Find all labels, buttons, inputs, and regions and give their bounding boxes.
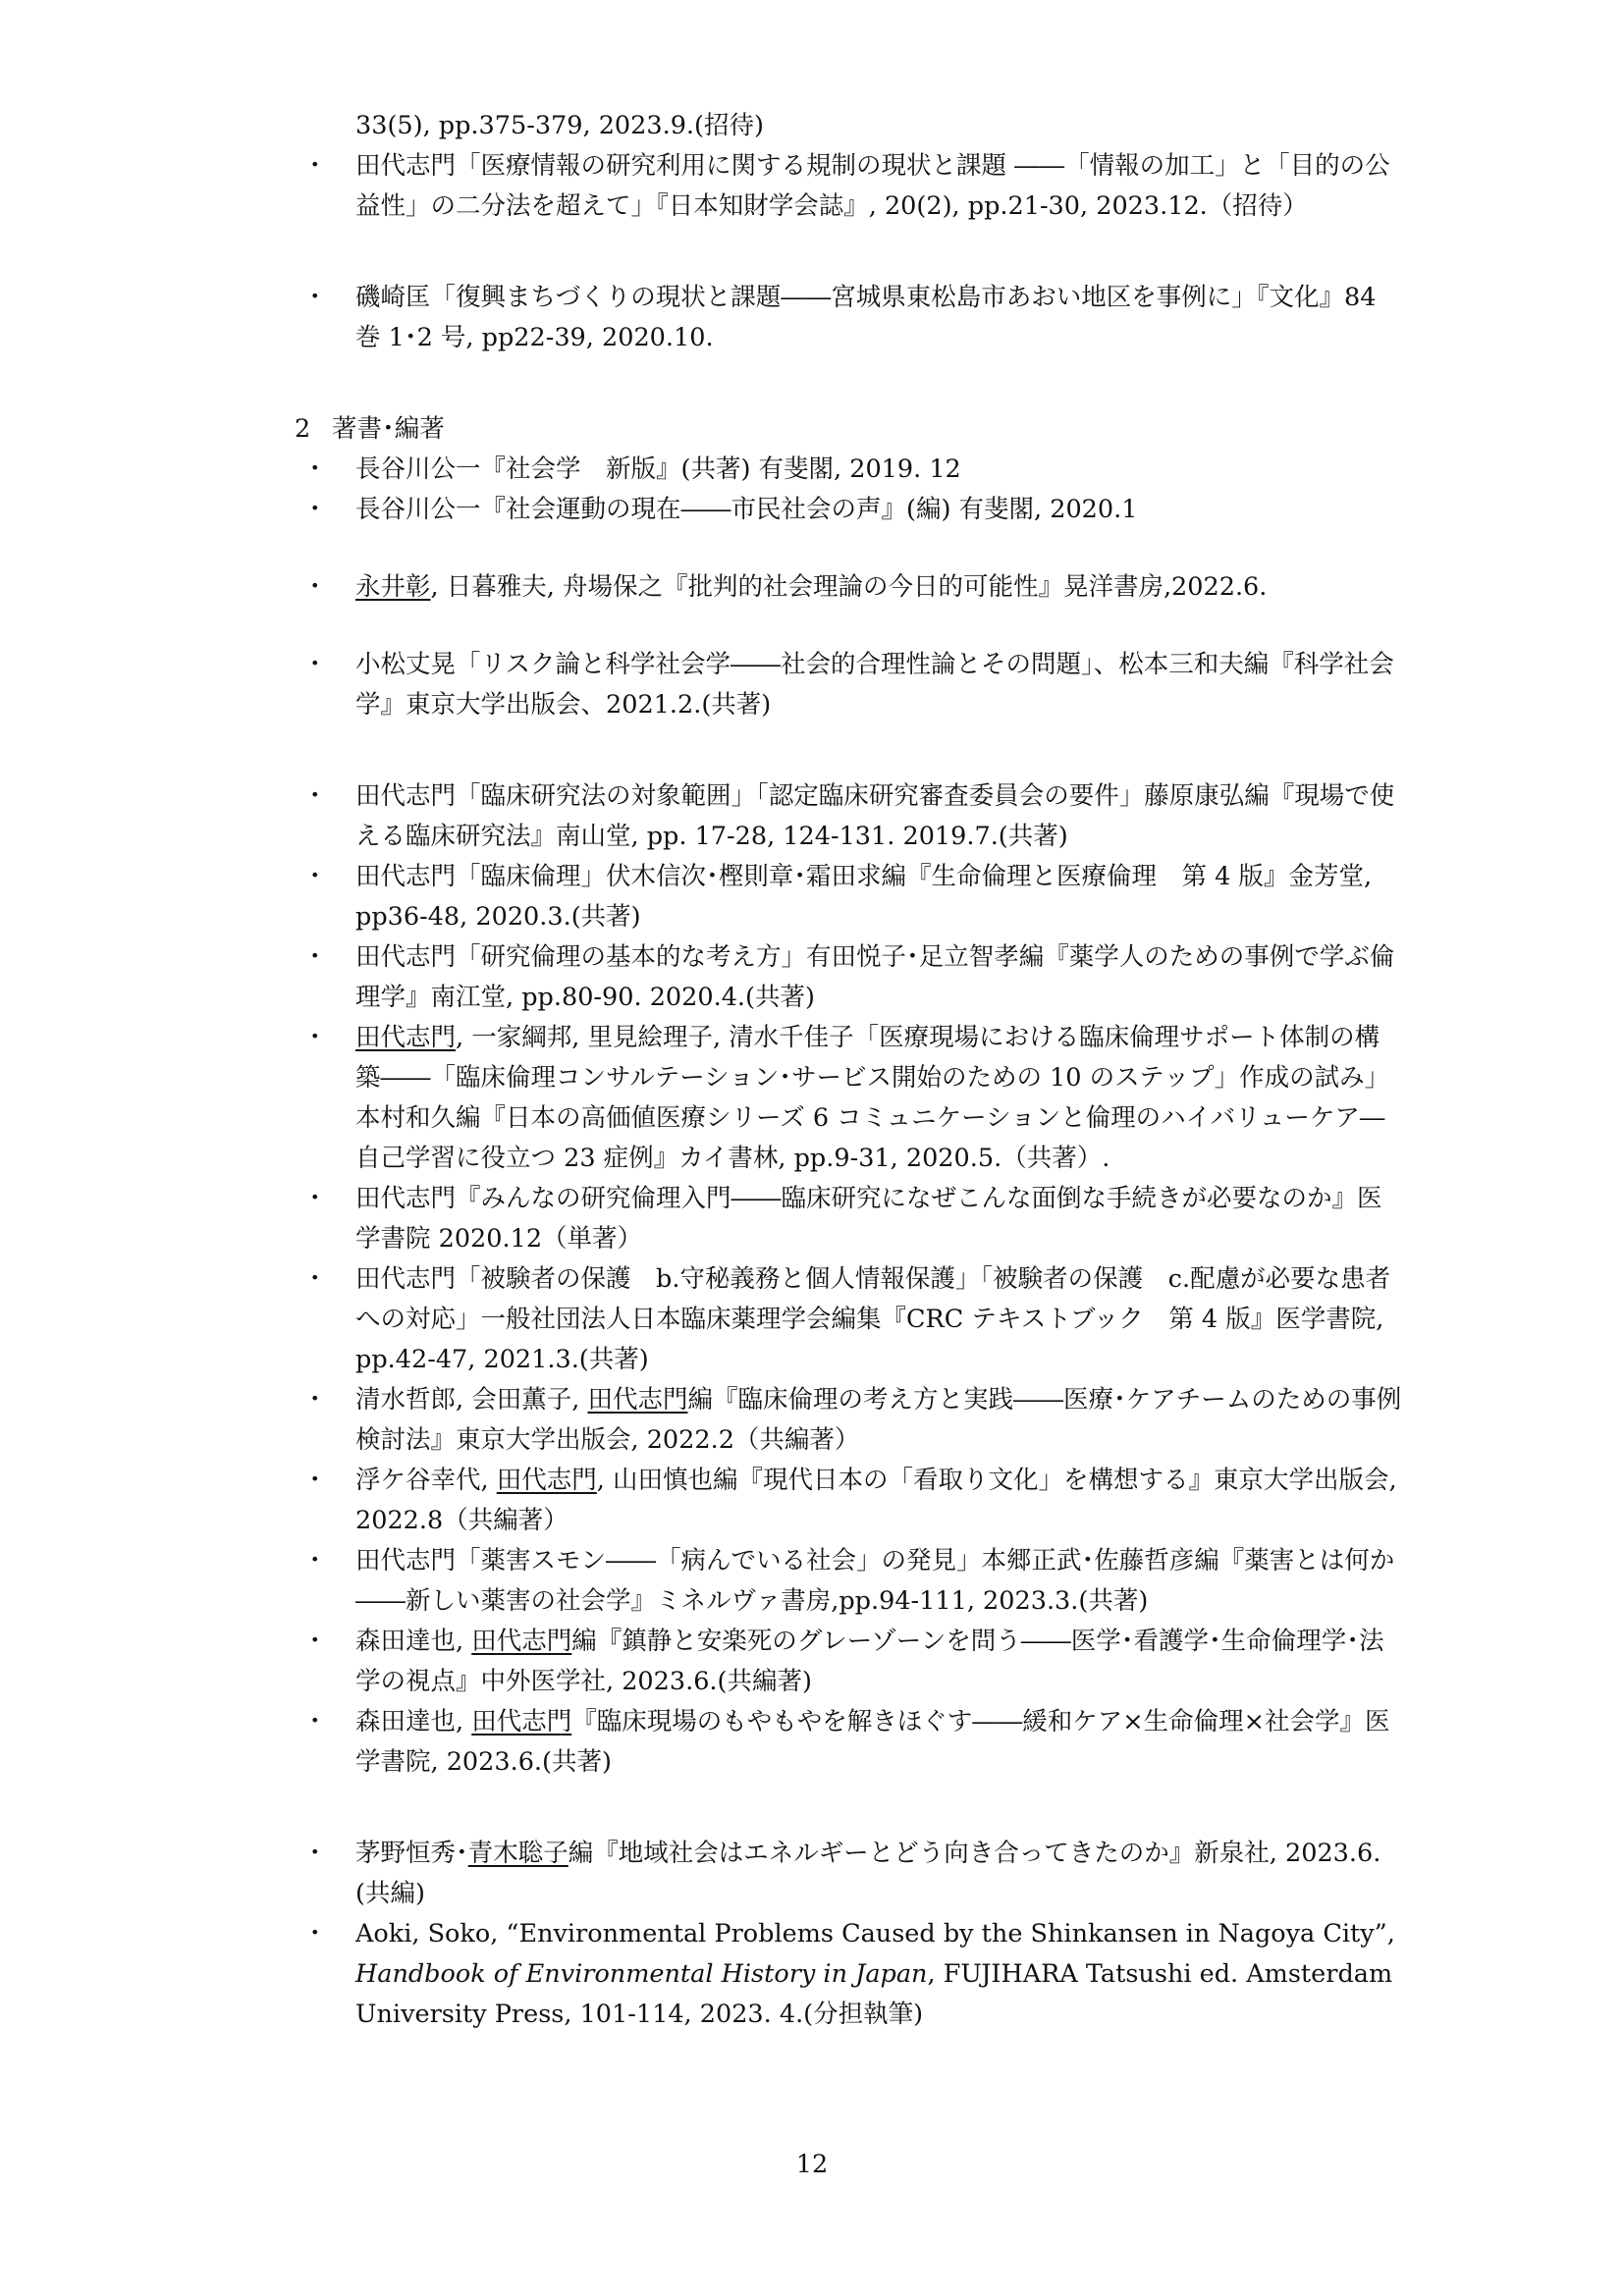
citation-text: 磯崎匡「復興まちづくりの現状と課題――宮城県東松島市あおい地区を事例に」『文化』84 巻 1･2 号, pp22-39, 2020.10.: [355, 283, 1377, 352]
bullet: ・: [302, 1466, 328, 1495]
citation-text: , 一家綱邦, 里見絵理子, 清水千佳子「医療現場における臨床倫理サポート体制の構築――「臨床倫理コンサルテーション･サービス開始のための 10 のステップ」作成の試み」本村和久編『日本の高価値医療シリーズ 6 コミュニケーションと倫理のハイバリューケア―自己学習に役立つ 23 症例』カイ書林, pp.9-31, 2020.5.（共著）.: [355, 1023, 1390, 1173]
citation-text: 田代志門「研究倫理の基本的な考え方」有田悦子･足立智孝編『薬学人のための事例で学ぶ倫理学』南江堂, pp.80-90. 2020.4.(共著): [355, 942, 1395, 1012]
list-item: [295, 776, 1404, 857]
list-item: [295, 1702, 1404, 1783]
list-item: [295, 146, 1404, 227]
section-heading: [295, 409, 1404, 450]
underlined-author: 田代志門: [471, 1627, 572, 1656]
section-title: 著書･編著: [332, 414, 445, 444]
underlined-author: 田代志門: [496, 1466, 597, 1495]
list-item: [295, 1259, 1404, 1380]
citation-text: 田代志門「臨床研究法の対象範囲」「認定臨床研究審査委員会の要件」藤原康弘編『現場で使える臨床研究法』南山堂, pp. 17-28, 124-131. 2019.7.(共著): [355, 781, 1395, 851]
bullet: ・: [302, 1264, 328, 1294]
list-item: [295, 1834, 1404, 1914]
section-number: 2: [295, 414, 311, 444]
bullet: ・: [302, 942, 328, 972]
underlined-author: 田代志門: [355, 1023, 457, 1052]
citation-text: 清水哲郎, 会田薫子,: [355, 1385, 588, 1415]
citation-text: Aoki, Soko, “Environmental Problems Caused by the Shinkansen in Nagoya City”,: [355, 1919, 1395, 1949]
bullet: ・: [302, 454, 328, 484]
page-content: [295, 106, 1404, 2035]
bullet: ・: [302, 1919, 328, 1949]
list-item: [295, 1018, 1404, 1179]
underlined-author: 青木聡子: [467, 1839, 568, 1868]
citation-text: 田代志門「医療情報の研究利用に関する規制の現状と課題 ――「情報の加工」と「目的の公益性」の二分法を超えて」『日本知財学会誌』, 20(2), pp.21-30, 2023.12.（招待）: [355, 151, 1390, 221]
citation-text: 『臨床現場のもやもやを解きほぐす――緩和ケア×生命倫理×社会学』医学書院, 2023.6.(共著): [355, 1707, 1390, 1777]
citation-text: 茅野恒秀･: [355, 1839, 468, 1868]
bullet: ・: [302, 572, 328, 602]
list-item: [295, 1914, 1404, 2035]
citation-text: , 日暮雅夫, 舟場保之『批判的社会理論の今日的可能性』晃洋書房,2022.6.: [430, 572, 1268, 602]
bullet: ・: [302, 1707, 328, 1736]
list-item: [295, 937, 1404, 1018]
list-item: [295, 1461, 1404, 1541]
citation-text: 田代志門『みんなの研究倫理入門――臨床研究になぜこんな面倒な手続きが必要なのか』医学書院 2020.12（単著）: [355, 1184, 1382, 1254]
bullet: ・: [302, 1546, 328, 1575]
underlined-author: 田代志門: [587, 1385, 688, 1415]
citation-text: 小松丈晃「リスク論と科学社会学――社会的合理性論とその問題」、松本三和夫編『科学社会学』東京大学出版会、2021.2.(共著): [355, 650, 1394, 720]
list-item: [295, 857, 1404, 937]
citation-text-end: , FUJIHARA Tatsushi ed. Amsterdam University Press, 101-114, 2023. 4.(分担執筆): [355, 1959, 1393, 2029]
list-item: [295, 1541, 1404, 1622]
citation-text: 編『臨床倫理の考え方と実践――医療･ケアチームのための事例検討法』東京大学出版会, 2022.2（共編著）: [355, 1385, 1402, 1455]
bullet: ・: [302, 1627, 328, 1656]
continued-citation: 33(5), pp.375-379, 2023.9.(招待): [355, 111, 764, 140]
citation-text: 田代志門「被験者の保護 b.守秘義務と個人情報保護」「被験者の保護 c.配慮が必要な患者への対応」一般社団法人日本臨床薬理学会編集『CRC テキストブック 第 4 版』医学書院, pp.42-47, 2021.3.(共著): [355, 1264, 1391, 1374]
citation-text: 長谷川公一『社会学 新版』(共著) 有斐閣, 2019. 12: [355, 454, 961, 484]
citation-text: 森田達也,: [355, 1707, 472, 1736]
citation-text: 浮ケ谷幸代,: [355, 1466, 497, 1495]
list-item: [295, 1380, 1404, 1461]
list-item: [295, 645, 1404, 725]
book-list: [295, 450, 1404, 1914]
bullet: ・: [302, 1023, 328, 1052]
bullet: ・: [302, 151, 328, 181]
citation-text: 編『地域社会はエネルギーとどう向き合ってきたのか』新泉社, 2023.6.(共編): [355, 1839, 1381, 1908]
citation-text: 田代志門「臨床倫理」伏木信次･樫則章･霜田求編『生命倫理と医療倫理 第 4 版』金芳堂, pp36-48, 2020.3.(共著): [355, 862, 1373, 932]
page-number: 12: [795, 2150, 829, 2179]
list-item: [295, 278, 1404, 358]
citation-text: 編『鎮静と安楽死のグレーゾーンを問う――医学･看護学･生命倫理学･法学の視点』中外医学社, 2023.6.(共編著): [355, 1627, 1384, 1696]
underlined-author: 永井彰: [355, 572, 431, 602]
list-item: [295, 450, 1404, 490]
bullet: ・: [302, 1839, 328, 1868]
citation-text: , 山田慎也編『現代日本の「看取り文化」を構想する』東京大学出版会, 2022.8（共編著）: [355, 1466, 1397, 1535]
list-item: [295, 490, 1404, 530]
bullet: ・: [302, 495, 328, 524]
citation-text: 長谷川公一『社会運動の現在――市民社会の声』(編) 有斐閣, 2020.1: [355, 495, 1138, 524]
bullet: ・: [302, 283, 328, 312]
bullet: ・: [302, 862, 328, 891]
list-item: [295, 1622, 1404, 1702]
list-item: [295, 567, 1404, 608]
bullet: ・: [302, 650, 328, 679]
underlined-author: 田代志門: [471, 1707, 572, 1736]
book-title-italic: Handbook of Environmental History in Japan: [355, 1959, 928, 1989]
bullet: ・: [302, 1385, 328, 1415]
bullet: ・: [302, 781, 328, 811]
bullet: ・: [302, 1184, 328, 1213]
citation-text: 森田達也,: [355, 1627, 472, 1656]
list-item: [295, 1179, 1404, 1259]
citation-text: 田代志門「薬害スモン――「病んでいる社会」の発見」本郷正武･佐藤哲彦編『薬害とは何か――新しい薬害の社会学』ミネルヴァ書房,pp.94-111, 2023.3.(共著): [355, 1546, 1395, 1616]
